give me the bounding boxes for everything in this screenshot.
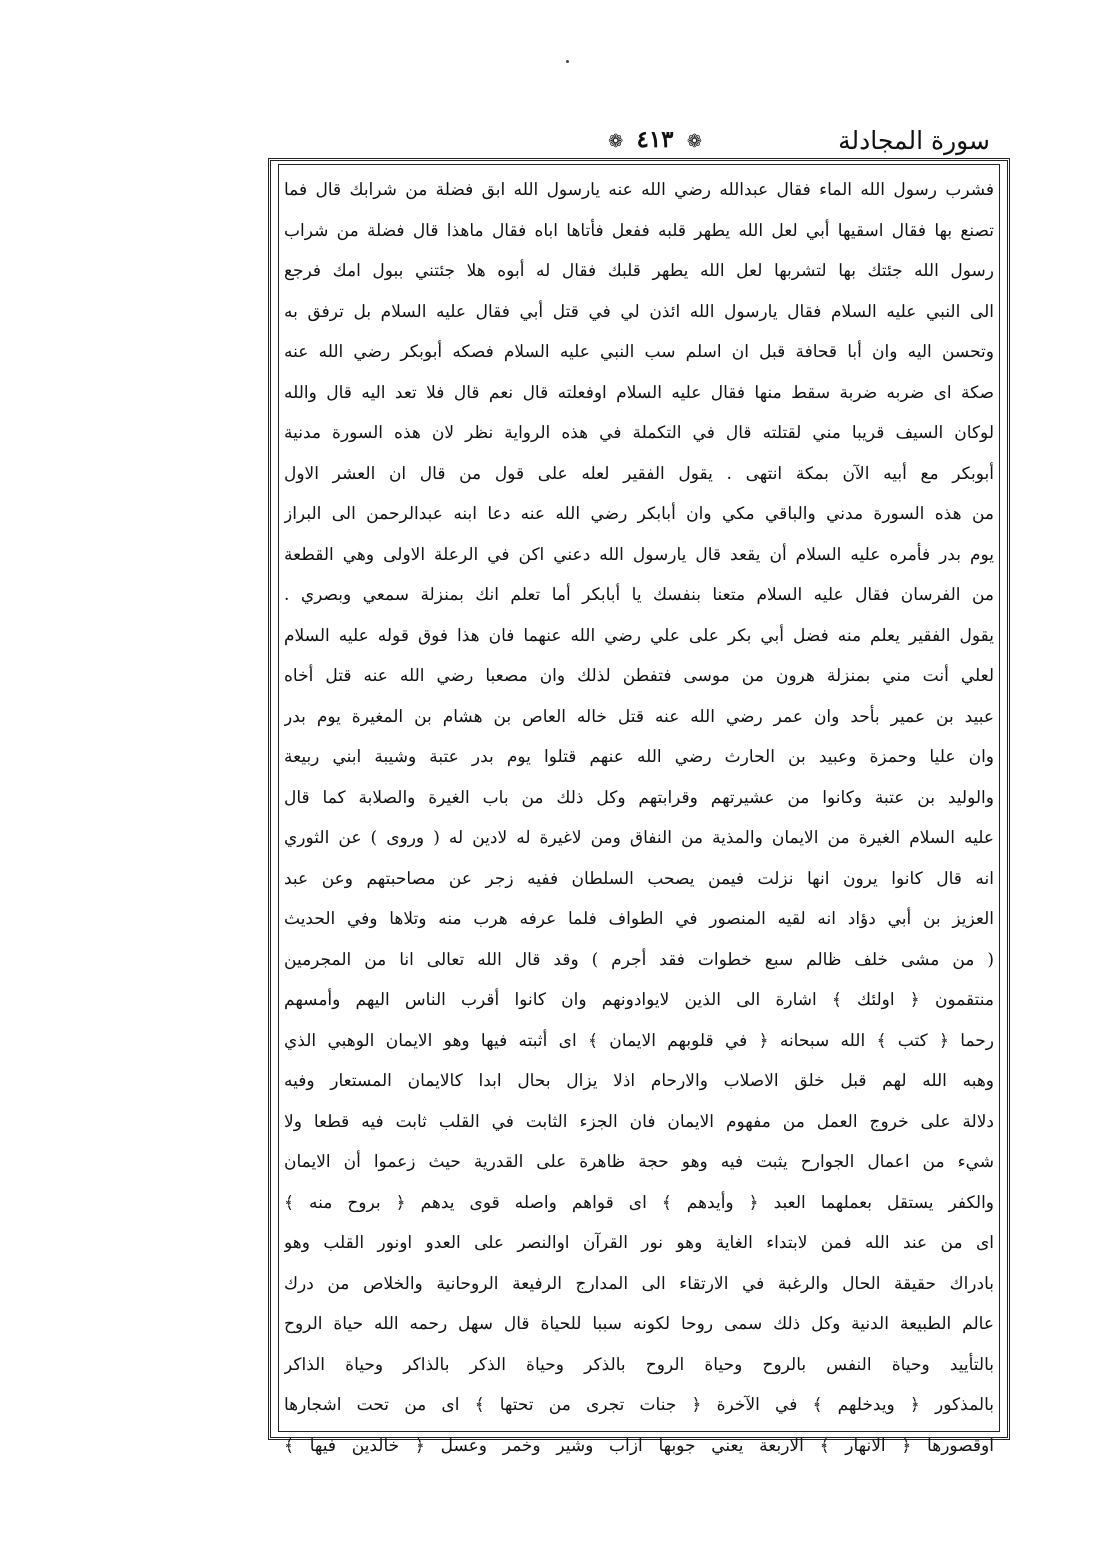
text-line: يوم بدر فأمره عليه السلام أن يقعد قال يارسول الله دعني اكن في الرعلة الاولى وهي القطعة	[284, 544, 994, 565]
text-line: اوقصورها ﴿ الانهار ﴾ الاربعة يعني جوبها ازاب وشير وخمر وعسل ﴿ خالدين فيها ﴾	[284, 1435, 994, 1456]
text-line: يقول الفقير يعلم منه فضل أبي بكر على علي رضي الله عنهما فان هذا فوق قوله عليه السلام	[284, 625, 994, 646]
text-line: من هذه السورة مدني والباقي مكي وان أبابكر رضي الله عنه دعا ابنه عبدالرحمن الى البراز	[284, 504, 994, 524]
page-number-ornament	[590, 126, 720, 160]
text-line: صكة اى ضربه ضربة سقط منها فقال عليه السلام اوفعلته قال نعم قال فلا تعد اليه قال والله	[284, 382, 994, 403]
text-line: منتقمون ﴿ اولئك ﴾ اشارة الى الذين لايوادونهم وان كانوا أقرب الناس اليهم وأمسهم	[284, 990, 994, 1010]
text-line: بادراك حقيقة الحال والرغبة في الارتقاء الى المدارج الرفيعة الروحانية والخلاص من درك	[284, 1273, 994, 1294]
text-line: عليه السلام الغيرة من الايمان والمذية من النفاق ومن لاغيرة له لادين له ( وروى ) عن الثوري	[284, 828, 994, 848]
text-line: عالم الطبيعة الدنية وكل ذلك سمى روحا لكونه سببا للحياة قال سهل رحمه الله حياة الروح	[284, 1314, 994, 1334]
text-line: وان عليا وحمزة وعبيد بن الحارث رضي الله عنهم قتلوا يوم بدر عتبة وشيبة ابني ربيعة	[284, 747, 994, 767]
text-line: العزيز بن أبي دؤاد انه لقيه المنصور في الطواف فلما عرفه هرب منه وتلاها وفي الحديث	[284, 909, 994, 929]
text-line: الى النبي عليه السلام فقال يارسول الله ائذن لي في قتل أبي فقال عليه السلام بل ترفق به	[284, 301, 994, 322]
text-line: من الفرسان فقال عليه السلام متعنا بنفسك يا أبابكر أما تعلم انك بمنزلة سمعي وبصري .	[284, 585, 994, 605]
text-line: اى من عند الله فمن لابتداء الغاية وهو نور القرآن اوالنصر على العدو اونور القلب وهو	[284, 1233, 994, 1253]
text-line: وتحسن اليه وان أبا قحافة قبل ان اسلم سب النبي عليه السلام فصكه أبوبكر رضي الله عنه	[284, 342, 994, 362]
text-line: لوكان السيف قريبا مني لقتلته قال في التكملة في هذه الرواية نظر لان هذه السورة مدنية	[284, 423, 994, 443]
text-line: عبيد بن عمير بأحد وان عمر رضي الله عنه قتل خاله العاص بن هشام بن المغيرة يوم بدر	[284, 706, 994, 727]
text-line: شيء من اعمال الجوارح يثبت فيه وهو حجة ظاهرة على القدرية حيث زعموا أن الايمان	[284, 1152, 994, 1172]
text-line: والكفر يستقل بعملهما العبد ﴿ وأيدهم ﴾ اى قواهم واصله قوى يدهم ﴿ بروح منه ﴾	[284, 1192, 994, 1213]
text-line: بالمذكور ﴿ ويدخلهم ﴾ في الآخرة ﴿ جنات تجرى من تحتها ﴾ اى من تحت اشجارها	[284, 1395, 994, 1415]
text-line: أبوبكر مع أبيه الآن بمكة انتهى . يقول الفقير لعله على قول من قال ان العشر الاول	[284, 463, 994, 484]
text-line: فشرب رسول الله الماء فقال عبدالله رضي الله عنه يارسول الله ابق فضلة من شرابك قال فما	[284, 180, 994, 200]
text-line: ( من مشى خلف ظالم سبع خطوات فقد أجرم ) وقد قال الله تعالى انا من المجرمين	[284, 949, 994, 970]
text-line: لعلي أنت مني بمنزلة هرون من موسى فتفطن لذلك وان مصعبا رضي الله عنه قتل أخاه	[284, 666, 994, 686]
text-line: انه قال كانوا يرون انها نزلت فيمن يصحب السلطان ففيه زجر عن مصاحبتهم وعن عبد	[284, 868, 994, 889]
text-line: بالتأييد وحياة النفس بالروح وحياة الروح بالذكر وحياة الذكر بالذاكر وحياة الذاكر	[284, 1354, 994, 1375]
page-header	[290, 126, 990, 162]
text-line: تصنع بها فقال اسقيها أبي لعل الله يطهر قلبه ففعل فأتاها اباه فقال ماهذا قال فضلة من شراب	[284, 220, 994, 241]
text-line: وهبه الله لهم قبل خلق الاصلاب والارحام اذلا يزال بحال ابدا كالايمان المستعار وفيه	[284, 1071, 994, 1091]
text-line: رسول الله جئتك بها لتشربها لعل الله يطهر قلبك فقال له أبوه هلا جئتني ببول امك فرجع	[284, 261, 994, 281]
body-text	[284, 170, 994, 1456]
page-number: ٤١٣	[636, 126, 674, 153]
text-line: رحما ﴿ كتب ﴾ الله سبحانه ﴿ في قلوبهم الايمان ﴾ اى أثبته فيها وهو الايمان الوهبي الذي	[284, 1030, 994, 1051]
print-speck	[566, 60, 569, 63]
text-line: والوليد بن عتبة وكانوا من عشيرتهم وقرابتهم وكل ذلك من باب الغيرة والصلابة كما قال	[284, 787, 994, 808]
ornament-icon: ❁	[686, 130, 702, 152]
ornament-icon: ❁	[608, 130, 624, 152]
surah-title: سورة المجادلة	[838, 126, 990, 155]
text-line: دلالة على خروج العمل من مفهوم الايمان فان الجزء الثابت في القلب ثابت فيه قطعا ولا	[284, 1111, 994, 1132]
